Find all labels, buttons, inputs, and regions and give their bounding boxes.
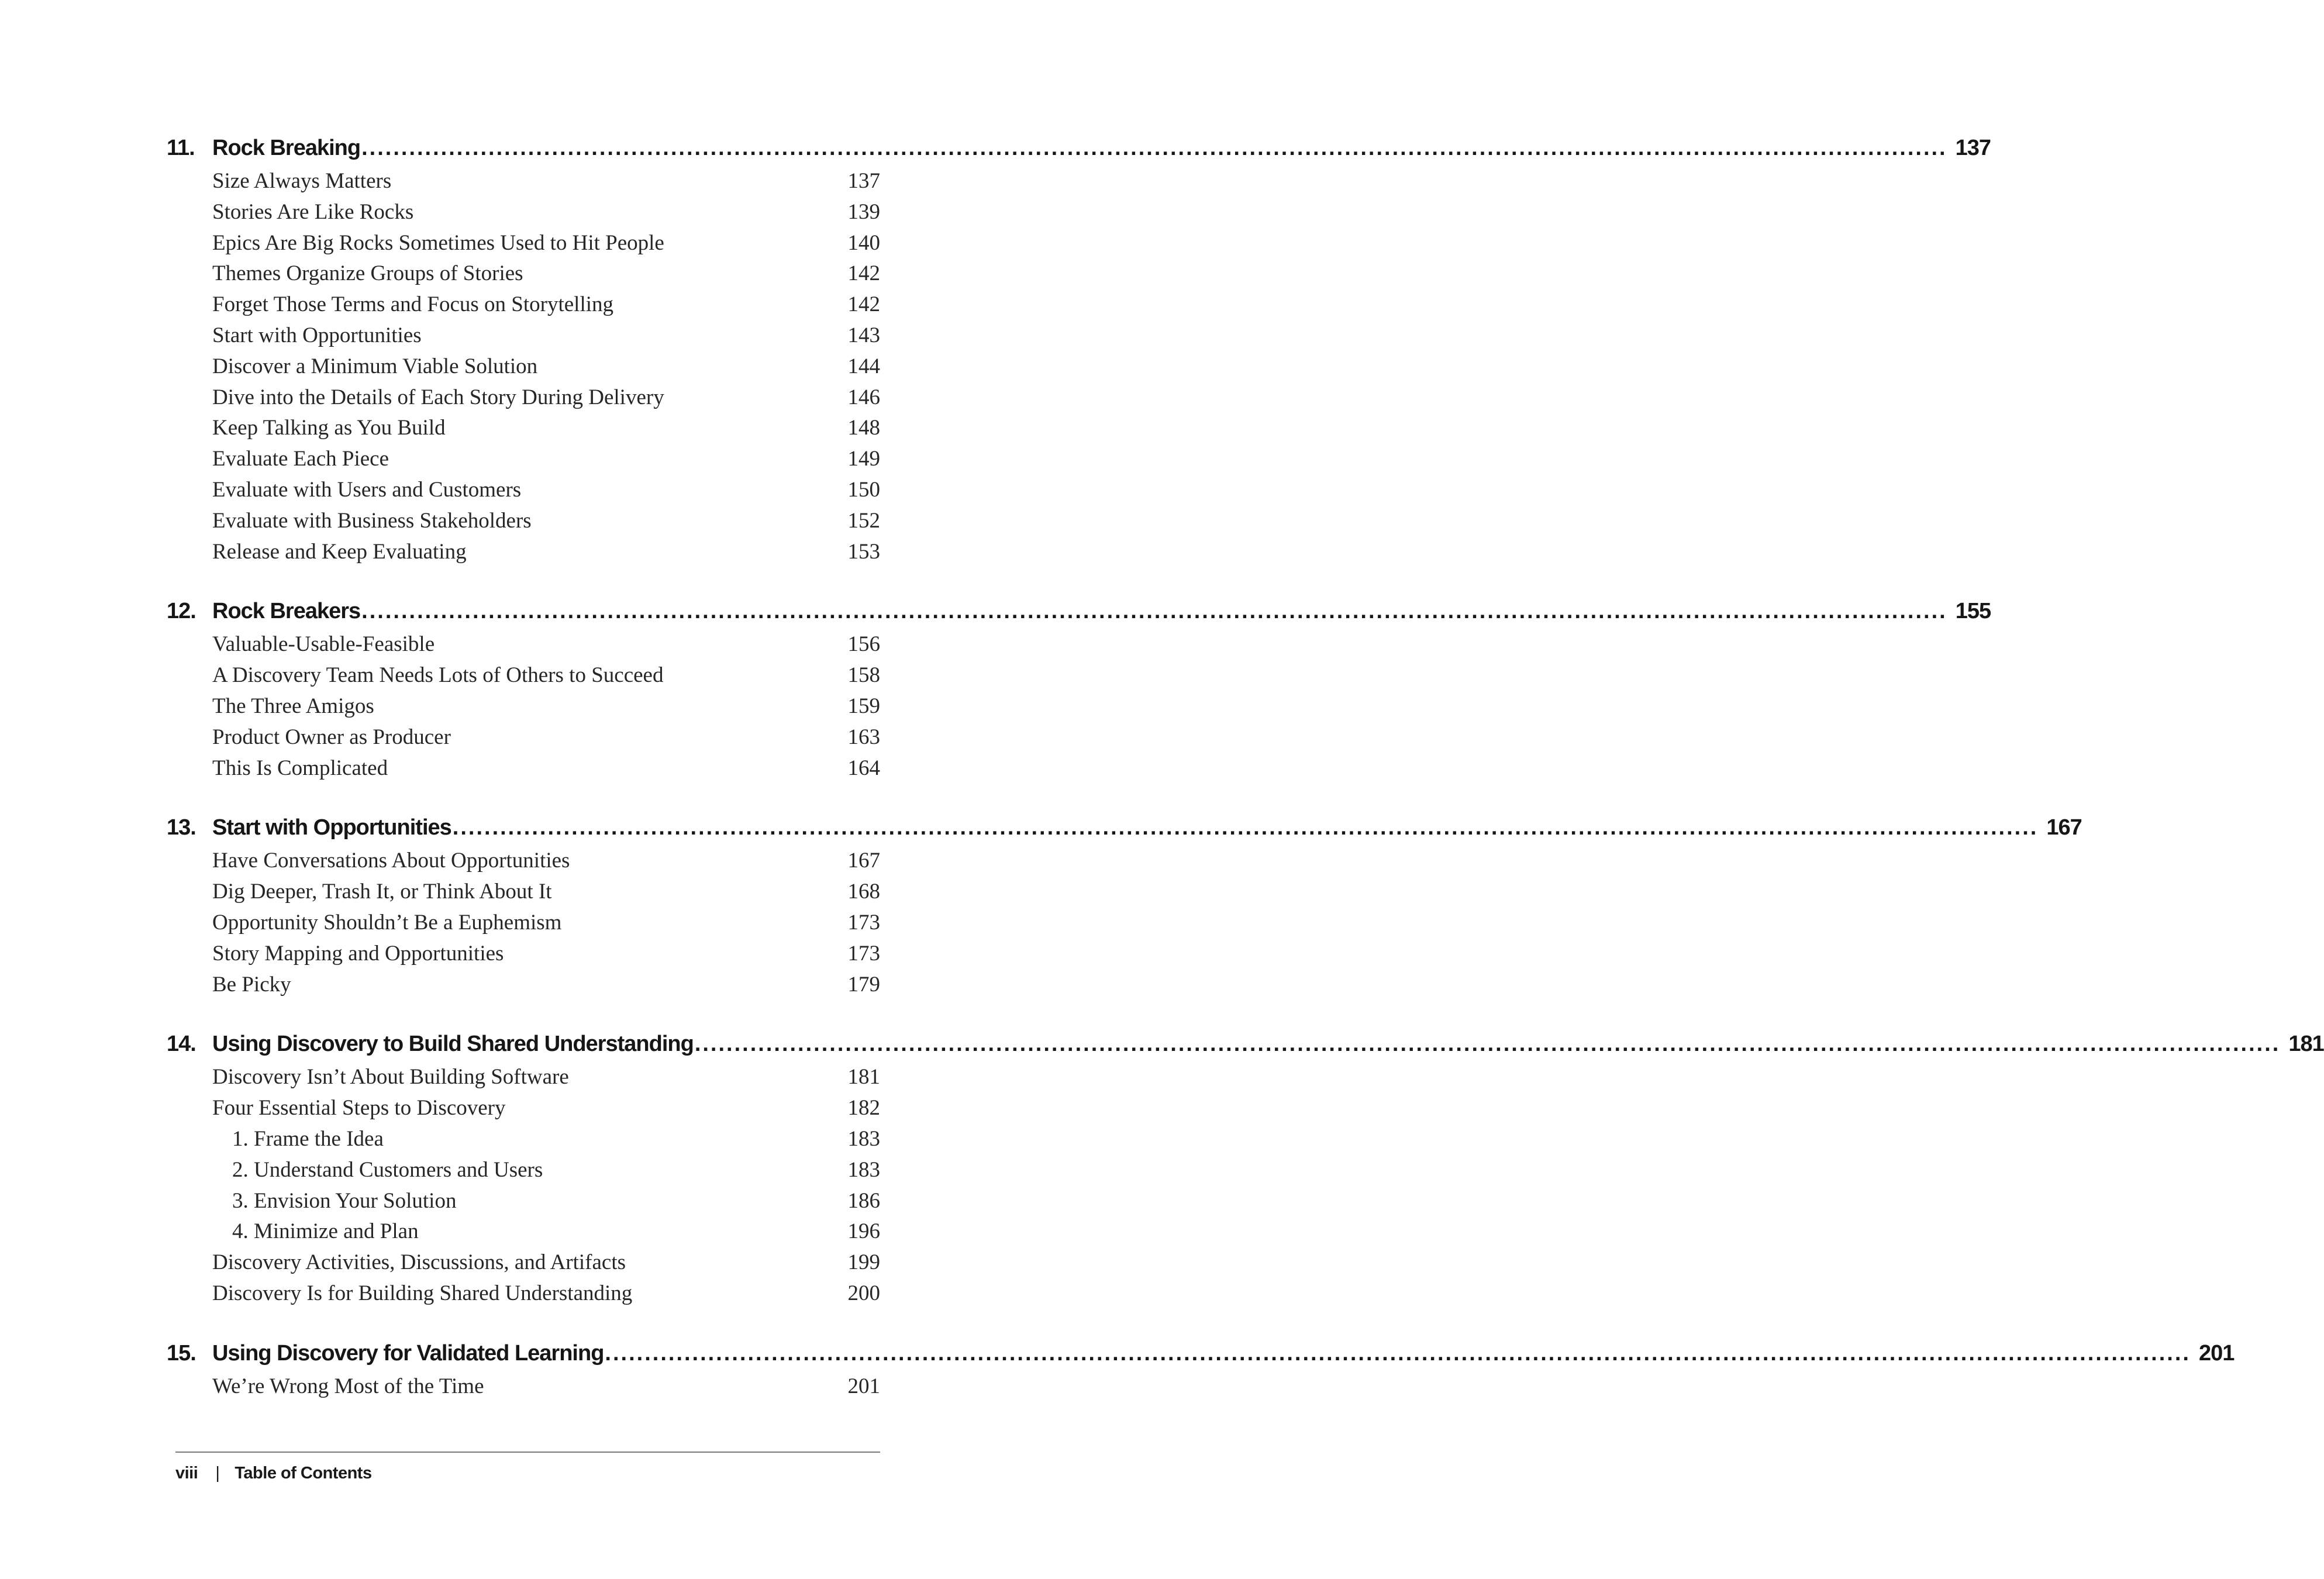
toc-entry[interactable] — [167, 629, 880, 660]
chapter-block — [167, 593, 1991, 784]
toc-entry[interactable] — [167, 444, 880, 475]
toc-entry[interactable] — [167, 691, 880, 722]
toc-subentry[interactable] — [167, 1216, 880, 1247]
entry-page-number: 149 — [847, 447, 880, 471]
toc-entry[interactable] — [167, 537, 880, 568]
chapter-page-number: 181 — [2288, 1032, 2324, 1057]
entry-page-number: 179 — [847, 972, 880, 997]
entry-title: Valuable-Usable-Feasible — [212, 632, 435, 657]
entry-page-number: 152 — [847, 508, 880, 533]
entry-page-number: 144 — [847, 354, 880, 378]
toc-entry[interactable] — [167, 722, 880, 753]
toc-entry[interactable] — [167, 1093, 880, 1124]
entry-title: Release and Keep Evaluating — [212, 539, 467, 564]
toc-entry[interactable] — [167, 1371, 880, 1402]
footer-separator: | — [215, 1464, 220, 1483]
table-of-contents — [167, 130, 2324, 1428]
entry-title: 3. Envision Your Solution — [232, 1188, 457, 1213]
entry-page-number: 153 — [847, 539, 880, 564]
toc-entry[interactable] — [167, 506, 880, 537]
entry-page-number: 183 — [847, 1157, 880, 1182]
entry-page-number: 173 — [847, 941, 880, 966]
entry-page-number: 139 — [847, 199, 880, 224]
toc-entry[interactable] — [167, 166, 880, 197]
entry-title: Stories Are Like Rocks — [212, 199, 414, 224]
toc-subentry[interactable] — [167, 1155, 880, 1186]
dot-leader: ........................................................................................................................................................................................................ — [452, 815, 2039, 840]
chapter-block — [167, 130, 1991, 567]
entry-page-number: 182 — [847, 1096, 880, 1121]
entry-title: The Three Amigos — [212, 694, 374, 718]
entry-title: Evaluate with Business Stakeholders — [212, 508, 532, 533]
entry-page-number: 137 — [847, 169, 880, 193]
chapter-heading[interactable] — [167, 130, 1991, 166]
entry-page-number: 164 — [847, 756, 880, 780]
chapter-title: Rock Breaking — [212, 136, 361, 160]
entry-page-number: 150 — [847, 477, 880, 502]
toc-entry[interactable] — [167, 197, 880, 228]
entry-page-number: 158 — [847, 663, 880, 688]
entry-page-number: 142 — [847, 292, 880, 317]
chapter-number: 14. — [167, 1032, 196, 1057]
entry-page-number: 199 — [847, 1250, 880, 1275]
toc-entry[interactable] — [167, 970, 880, 1001]
toc-entry[interactable] — [167, 228, 880, 259]
chapter-number: 15. — [167, 1340, 196, 1366]
footer-page-number: viii — [175, 1464, 198, 1483]
toc-entry[interactable] — [167, 320, 880, 351]
toc-subentry[interactable] — [167, 1186, 880, 1217]
entry-title: Themes Organize Groups of Stories — [212, 261, 523, 286]
entry-title: Product Owner as Producer — [212, 725, 451, 749]
entry-title: Discovery Is for Building Shared Understanding — [212, 1281, 633, 1305]
entry-title: Start with Opportunities — [212, 323, 422, 347]
entry-title: Discovery Activities, Discussions, and Artifacts — [212, 1250, 626, 1275]
entry-title: Four Essential Steps to Discovery — [212, 1096, 506, 1121]
chapter-number: 11. — [167, 136, 195, 160]
dot-leader: ........................................................................................................................................................................................................ — [605, 1340, 2191, 1366]
toc-entry[interactable] — [167, 1247, 880, 1278]
entry-page-number: 146 — [847, 385, 880, 409]
entry-title: Forget Those Terms and Focus on Storytelling — [212, 292, 613, 317]
entry-page-number: 183 — [847, 1126, 880, 1151]
entry-page-number: 148 — [847, 416, 880, 440]
entry-title: 2. Understand Customers and Users — [232, 1157, 543, 1182]
entry-page-number: 156 — [847, 632, 880, 657]
toc-entry[interactable] — [167, 877, 880, 908]
entry-title: This Is Complicated — [212, 756, 388, 780]
toc-entry[interactable] — [167, 753, 880, 784]
chapter-block — [167, 809, 2082, 1000]
chapter-heading[interactable] — [167, 1026, 2324, 1062]
chapter-block — [167, 1335, 2235, 1402]
toc-entry[interactable] — [167, 382, 880, 413]
entry-title: Dig Deeper, Trash It, or Think About It — [212, 880, 552, 904]
toc-entry[interactable] — [167, 351, 880, 382]
entry-page-number: 142 — [847, 261, 880, 286]
entry-page-number: 181 — [847, 1065, 880, 1090]
chapter-title: Using Discovery for Validated Learning — [212, 1340, 604, 1366]
entry-page-number: 143 — [847, 323, 880, 347]
chapter-title: Rock Breakers — [212, 599, 361, 624]
toc-subentry[interactable] — [167, 1124, 880, 1155]
toc-entry[interactable] — [167, 1278, 880, 1309]
entry-page-number: 186 — [847, 1188, 880, 1213]
chapter-number: 13. — [167, 815, 196, 840]
entry-title: We’re Wrong Most of the Time — [212, 1374, 484, 1398]
entry-title: Epics Are Big Rocks Sometimes Used to Hit People — [212, 230, 664, 255]
footer-rule — [175, 1452, 880, 1453]
toc-entry[interactable] — [167, 846, 880, 877]
toc-entry[interactable] — [167, 1062, 880, 1093]
toc-entry[interactable] — [167, 413, 880, 444]
toc-entry[interactable] — [167, 908, 880, 939]
entry-page-number: 200 — [847, 1281, 880, 1305]
entry-title: Dive into the Details of Each Story During Delivery — [212, 385, 664, 409]
chapter-page-number: 137 — [1955, 136, 1991, 160]
chapter-page-number: 155 — [1955, 599, 1991, 624]
toc-entry[interactable] — [167, 939, 880, 970]
entry-title: Evaluate with Users and Customers — [212, 477, 522, 502]
chapter-page-number: 201 — [2198, 1340, 2235, 1366]
dot-leader: ........................................................................................................................................................................................................ — [361, 599, 1947, 624]
entry-title: Have Conversations About Opportunities — [212, 849, 570, 873]
chapter-page-number: 167 — [2046, 815, 2082, 840]
chapter-heading[interactable] — [167, 1335, 2235, 1371]
footer-section-title: Table of Contents — [235, 1464, 372, 1483]
entry-page-number: 167 — [847, 849, 880, 873]
entry-page-number: 159 — [847, 694, 880, 718]
entry-title: 4. Minimize and Plan — [232, 1219, 419, 1244]
entry-page-number: 140 — [847, 230, 880, 255]
entry-title: Be Picky — [212, 972, 291, 997]
entry-title: A Discovery Team Needs Lots of Others to Succeed — [212, 663, 664, 688]
entry-page-number: 173 — [847, 910, 880, 935]
entry-title: 1. Frame the Idea — [232, 1126, 384, 1151]
toc-entry[interactable] — [167, 289, 880, 320]
entry-page-number: 201 — [847, 1374, 880, 1398]
dot-leader: ........................................................................................................................................................................................................ — [694, 1032, 2281, 1057]
toc-entry[interactable] — [167, 660, 880, 691]
entry-title: Discover a Minimum Viable Solution — [212, 354, 538, 378]
entry-title: Story Mapping and Opportunities — [212, 941, 504, 966]
chapter-heading[interactable] — [167, 809, 2082, 846]
entry-page-number: 196 — [847, 1219, 880, 1244]
chapter-title: Using Discovery to Build Shared Understanding — [212, 1032, 694, 1057]
entry-title: Size Always Matters — [212, 169, 392, 193]
chapter-title: Start with Opportunities — [212, 815, 451, 840]
chapter-block — [167, 1026, 2324, 1309]
chapter-number: 12. — [167, 599, 196, 624]
chapter-heading[interactable] — [167, 593, 1991, 629]
entry-page-number: 168 — [847, 880, 880, 904]
page-footer — [175, 1459, 372, 1488]
toc-entry[interactable] — [167, 475, 880, 506]
toc-entry[interactable] — [167, 258, 880, 289]
entry-title: Discovery Isn’t About Building Software — [212, 1065, 569, 1090]
entry-title: Opportunity Shouldn’t Be a Euphemism — [212, 910, 562, 935]
entry-title: Keep Talking as You Build — [212, 416, 446, 440]
entry-title: Evaluate Each Piece — [212, 447, 389, 471]
dot-leader: ........................................................................................................................................................................................................ — [361, 136, 1947, 160]
entry-page-number: 163 — [847, 725, 880, 749]
